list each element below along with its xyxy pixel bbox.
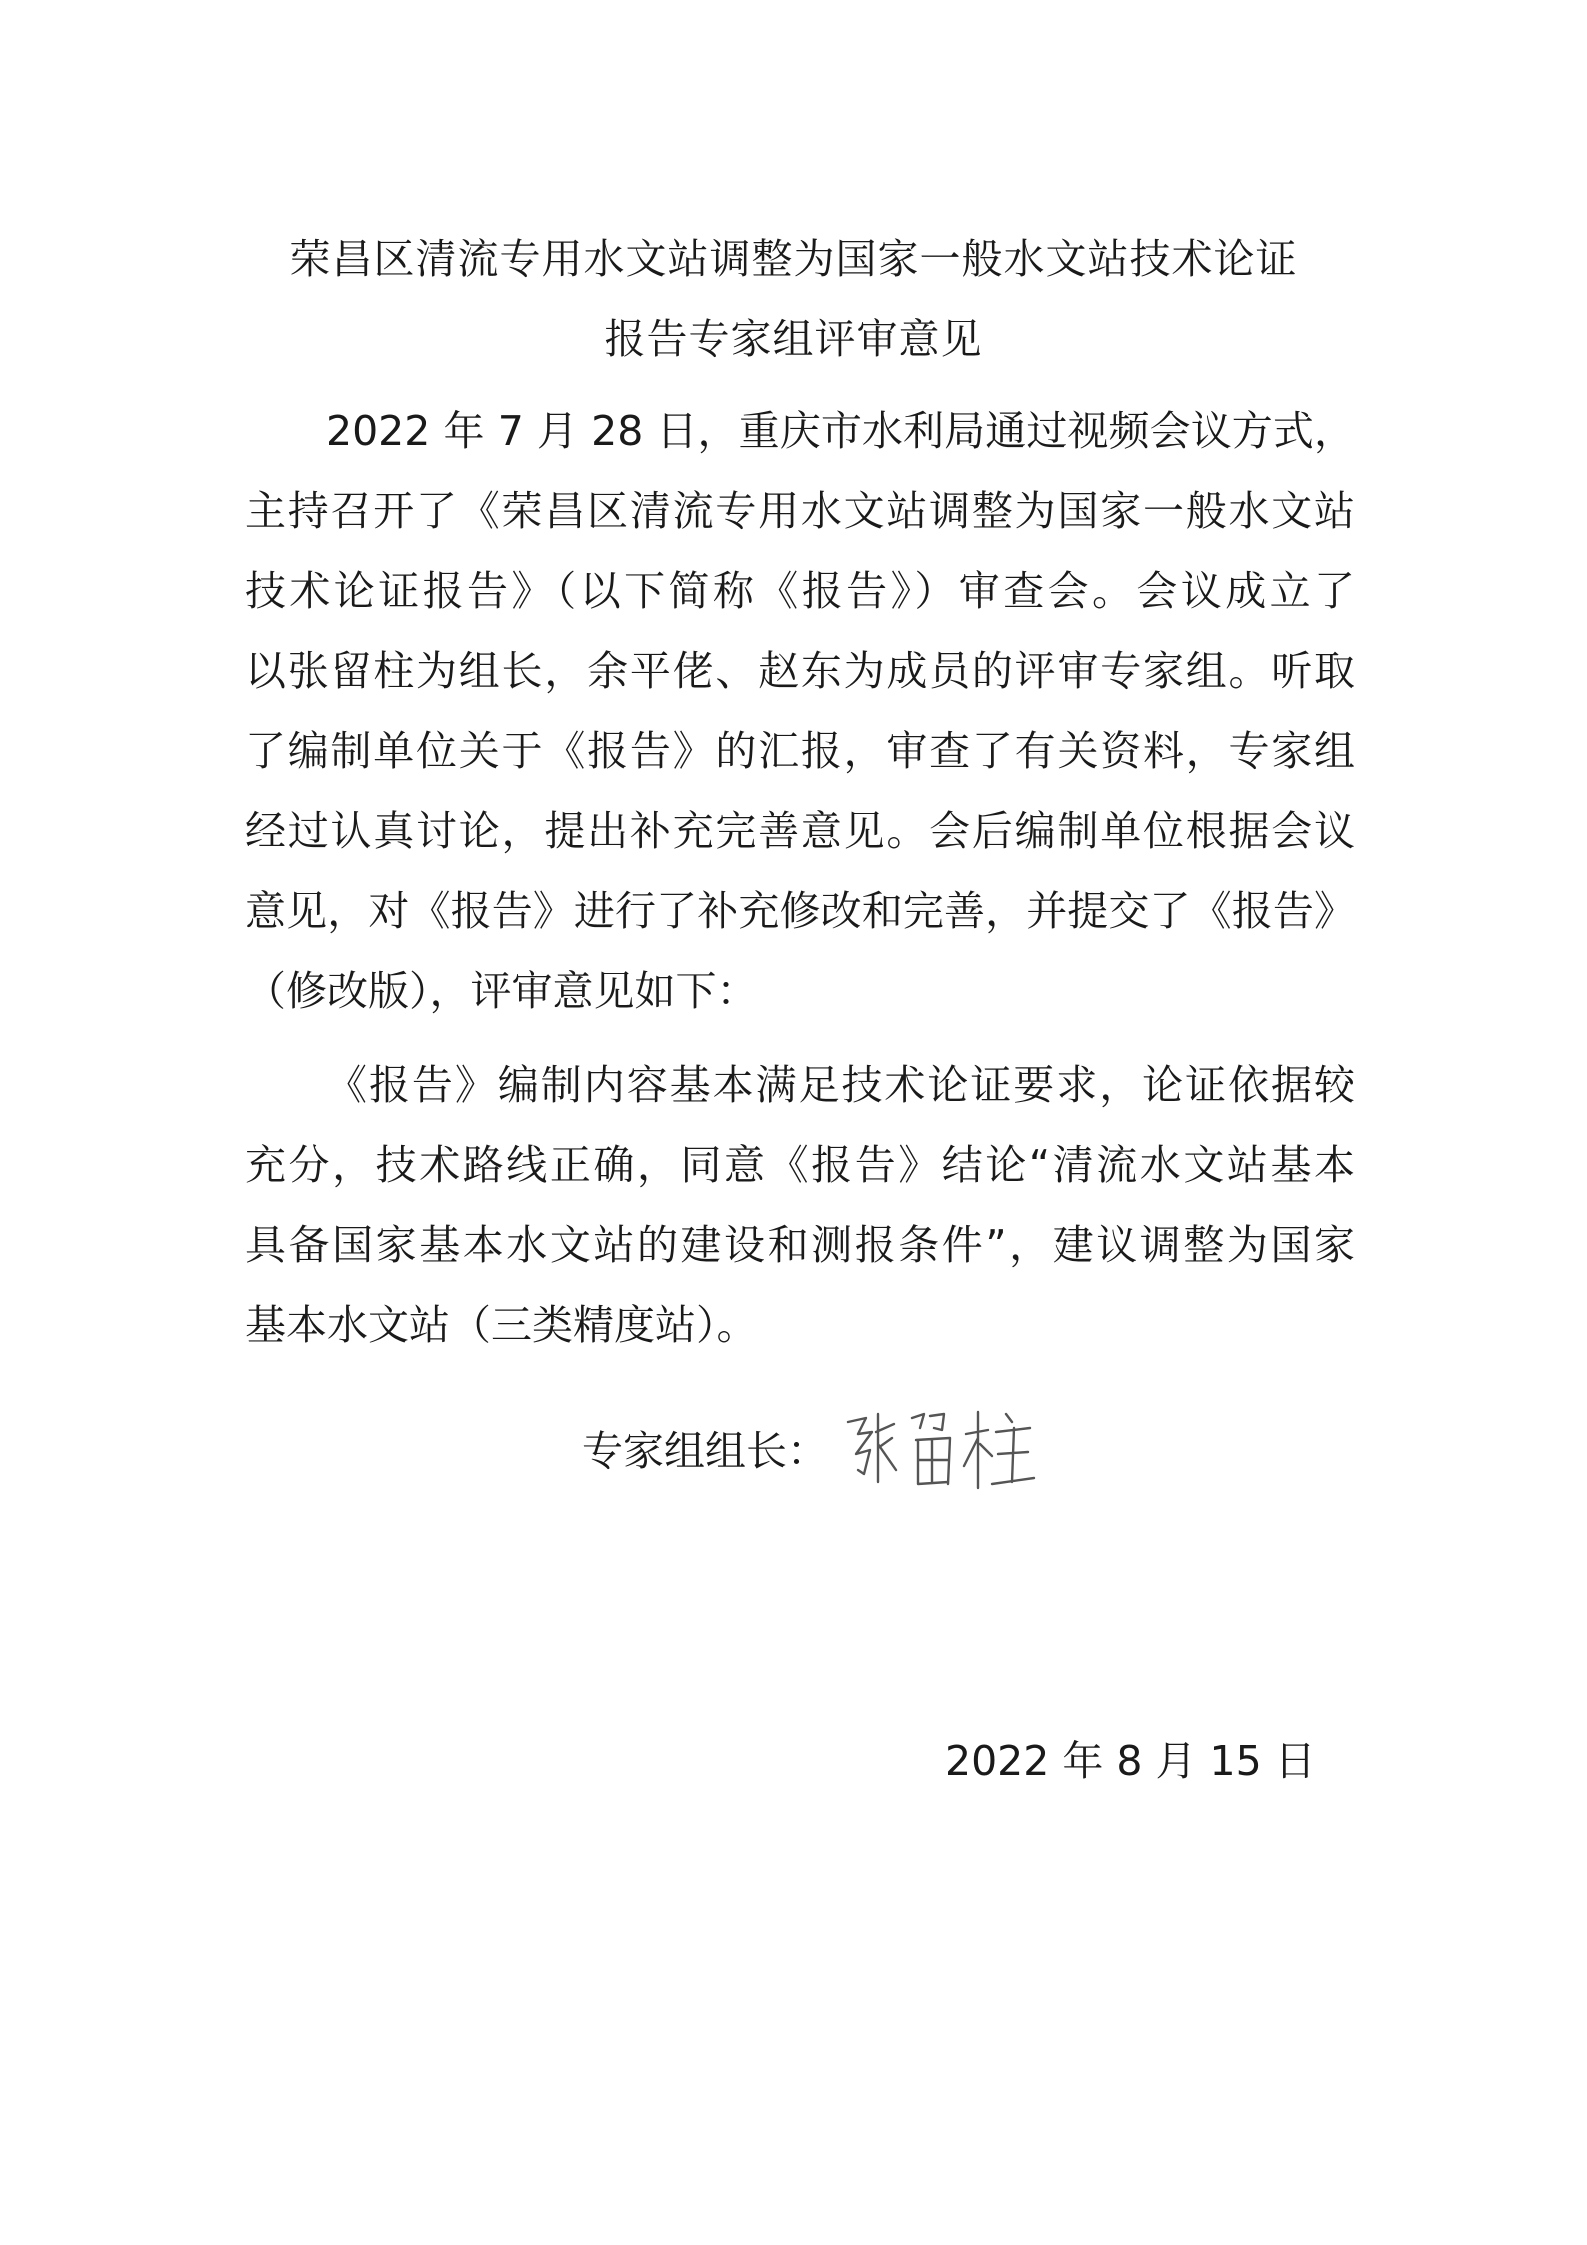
paragraph-1-line-7: 意见，对《报告》进行了补充修改和完善，并提交了《报告》 xyxy=(245,887,1355,935)
paragraph-1-line-2: 主持召开了《荣昌区清流专用水文站调整为国家一般水文站 xyxy=(245,487,1355,535)
paragraph-1-line-3: 技术论证报告》（以下简称《报告》）审查会。会议成立了 xyxy=(245,567,1355,615)
paragraph-2-line-3: 具备国家基本水文站的建设和测报条件”，建议调整为国家 xyxy=(245,1221,1355,1269)
paragraph-1-line-1: 2022 年 7 月 28 日，重庆市水利局通过视频会议方式， xyxy=(326,407,1355,455)
paragraph-1-line-5: 了编制单位关于《报告》的汇报，审查了有关资料，专家组 xyxy=(245,727,1355,775)
document-date: 2022 年 8 月 15 日 xyxy=(945,1737,1316,1785)
document-title-line-1: 荣昌区清流专用水文站调整为国家一般水文站技术论证 xyxy=(289,235,1298,283)
document-title-line-2: 报告专家组评审意见 xyxy=(604,315,983,363)
paragraph-1-line-6: 经过认真讨论，提出补充完善意见。会后编制单位根据会议 xyxy=(245,807,1355,855)
handwritten-signature xyxy=(838,1404,1038,1494)
paragraph-1-line-4: 以张留柱为组长，余平佬、赵东为成员的评审专家组。听取 xyxy=(245,647,1355,695)
paragraph-2-line-4: 基本水文站（三类精度站）。 xyxy=(245,1301,758,1349)
paragraph-2-line-1: 《报告》编制内容基本满足技术论证要求，论证依据较 xyxy=(326,1061,1355,1109)
paragraph-1-line-8: （修改版），评审意见如下： xyxy=(245,967,758,1015)
paragraph-2-line-2: 充分，技术路线正确，同意《报告》结论“清流水文站基本 xyxy=(245,1141,1355,1189)
signer-label: 专家组组长： xyxy=(582,1427,828,1475)
